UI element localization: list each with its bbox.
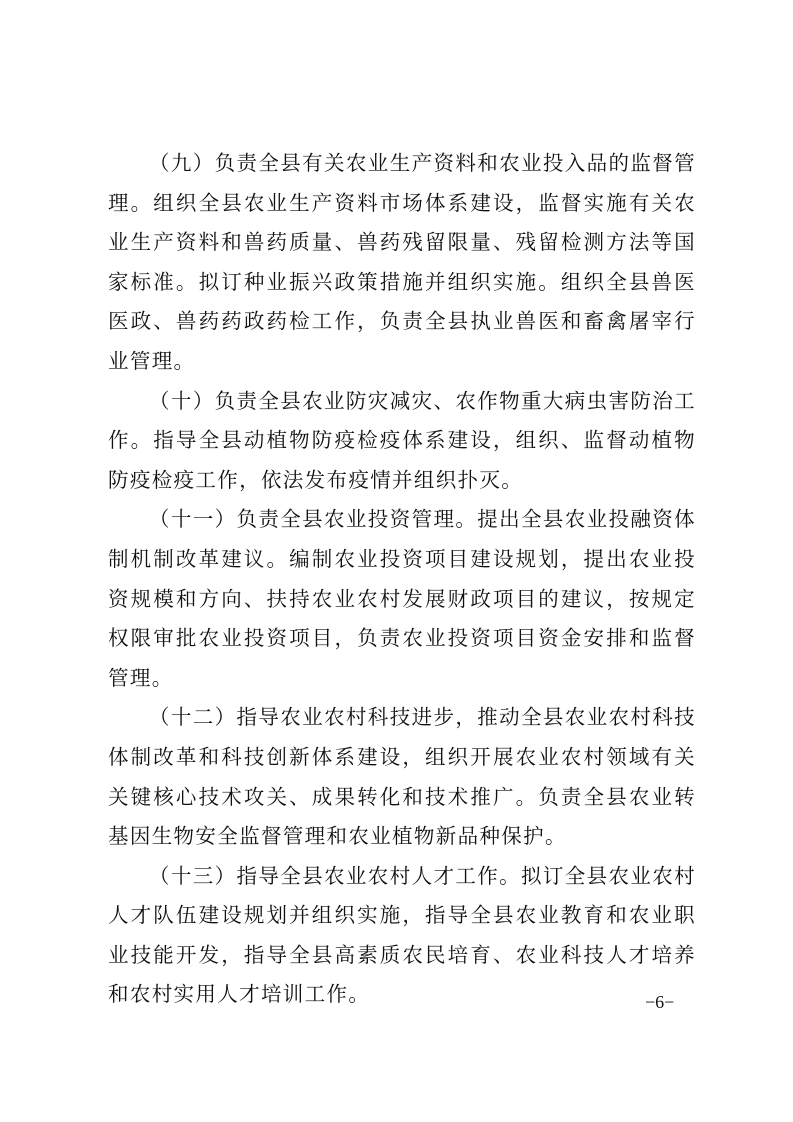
paragraph-item-11: （十一）负责全县农业投资管理。提出全县农业投融资体制机制改革建议。编制农业投资项目建设规划，提出农业投资规模和方向、扶持农业农村发展财政项目的建议，按规定权限审批农业投资项目，负责农业投资项目资金安排和监督管理。: [108, 507, 696, 690]
page-number: −6−: [645, 992, 675, 1012]
body-text: [108, 144, 696, 1015]
paragraph-item-10: （十）负责全县农业防灾减灾、农作物重大病虫害防治工作。指导全县动植物防疫检疫体系建设，组织、监督动植物防疫检疫工作，依法发布疫情并组织扑灭。: [108, 388, 696, 492]
paragraph-item-13: （十三）指导全县农业农村人才工作。拟订全县农业农村人才队伍建设规划并组织实施，指导全县农业教育和农业职业技能开发，指导全县高素质农民培育、农业科技人才培养和农村实用人才培训工作。: [108, 863, 696, 1007]
paragraph-item-12: （十二）指导农业农村科技进步，推动全县农业农村科技体制改革和科技创新体系建设，组织开展农业农村领域有关关键核心技术攻关、成果转化和技术推广。负责全县农业转基因生物安全监督管理和农业植物新品种保护。: [108, 705, 696, 849]
paragraph-item-9: （九）负责全县有关农业生产资料和农业投入品的监督管理。组织全县农业生产资料市场体系建设，监督实施有关农业生产资料和兽药质量、兽药残留限量、残留检测方法等国家标准。拟订种业振兴政策措施并组织实施。组织全县兽医医政、兽药药政药检工作，负责全县执业兽医和畜禽屠宰行业管理。: [108, 151, 696, 373]
